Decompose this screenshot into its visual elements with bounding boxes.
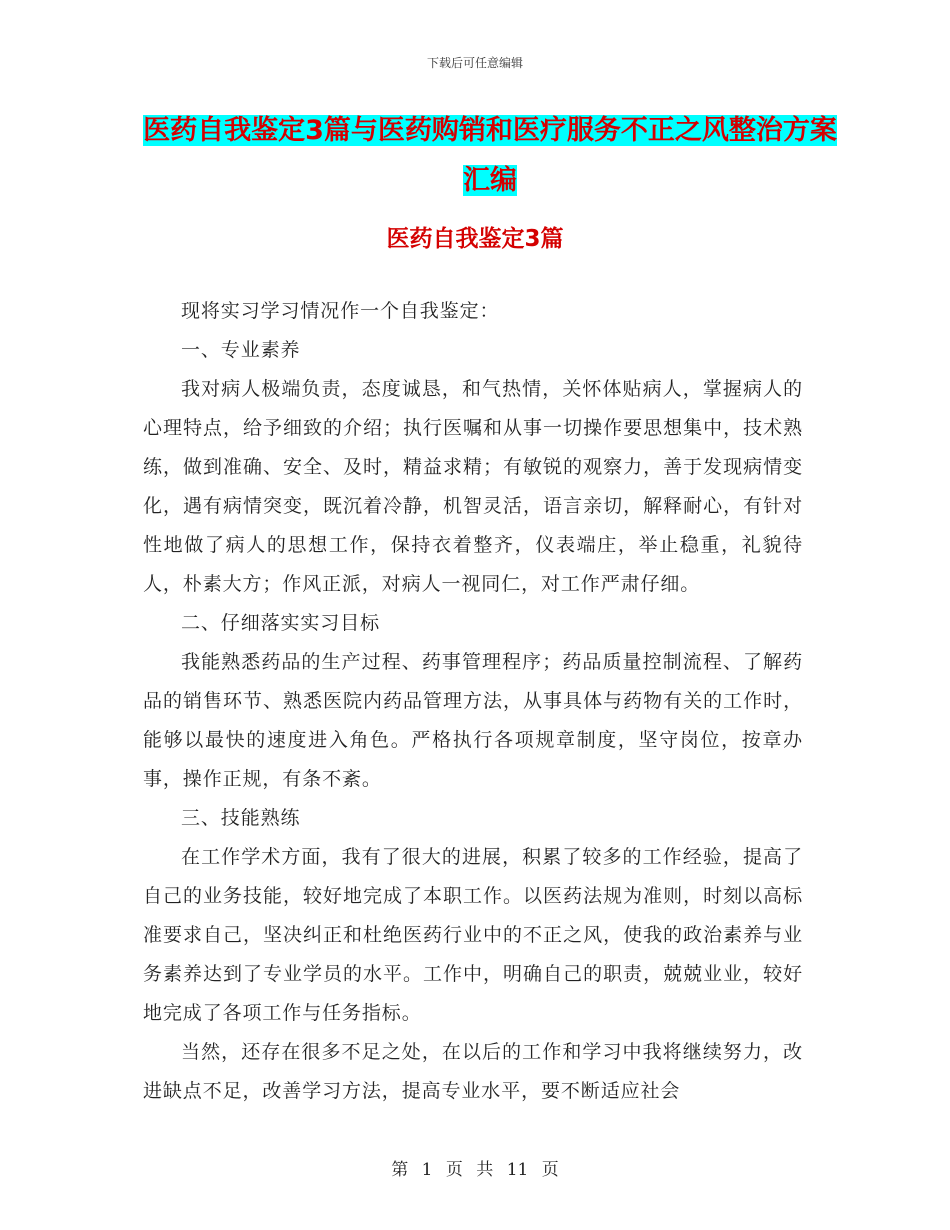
paragraph-professional-quality: 我对病人极端负责，态度诚恳，和气热情，关怀体贴病人，掌握病人的心理特点，给予细致的介绍；执行医嘱和从事一切操作要思想集中，技术熟练，做到准确、安全、及时，精益求精；有敏锐的观察力，善于发现病情变化，遇有病情突变，既沉着冷静，机智灵活，语言亲切，解释耐心，有针对性地做了病人的思想工作，保持衣着整齐，仪表端庄，举止稳重，礼貌待人，朴素大方；作风正派，对病人一视同仁，对工作严肃仔细。 — [143, 378, 803, 595]
paragraph-internship-goals: 我能熟悉药品的生产过程、药事管理程序；药品质量控制流程、了解药品的销售环节、熟悉医院内药品管理方法，从事具体与药物有关的工作时，能够以最快的速度进入角色。严格执行各项规章制度，坚守岗位，按章办事，操作正规，有条不紊。 — [143, 651, 803, 790]
paragraph-skills: 在工作学术方面，我有了很大的进展，积累了较多的工作经验，提高了自己的业务技能，较好地完成了本职工作。以医药法规为准则，时刻以高标准要求自己，坚决纠正和杜绝医药行业中的不正之风，使我的政治素养与业务素养达到了专业学员的水平。工作中，明确自己的职责，兢兢业业，较好地完成了各项工作与任务指标。 — [143, 846, 803, 1024]
page-footer: 第 1 页 共 11 页 — [391, 1160, 559, 1180]
document-title — [140, 106, 840, 206]
heading-professional-quality: 一、专业素养 — [181, 339, 301, 361]
document-body — [143, 292, 803, 1111]
section-title: 医药自我鉴定3篇 — [386, 226, 564, 252]
page-header: 下载后可任意编辑 — [426, 56, 523, 70]
document-title-text: 医药自我鉴定3篇与医药购销和医疗服务不正之风整治方案汇编 — [143, 115, 837, 196]
paragraph-intro: 现将实习学习情况作一个自我鉴定： — [181, 300, 500, 322]
paragraph-conclusion: 当然，还存在很多不足之处，在以后的工作和学习中我将继续努力，改进缺点不足，改善学习方法，提高专业水平，要不断适应社会 — [143, 1041, 803, 1102]
heading-internship-goals: 二、仔细落实实习目标 — [181, 612, 381, 634]
heading-skills: 三、技能熟练 — [181, 807, 301, 829]
